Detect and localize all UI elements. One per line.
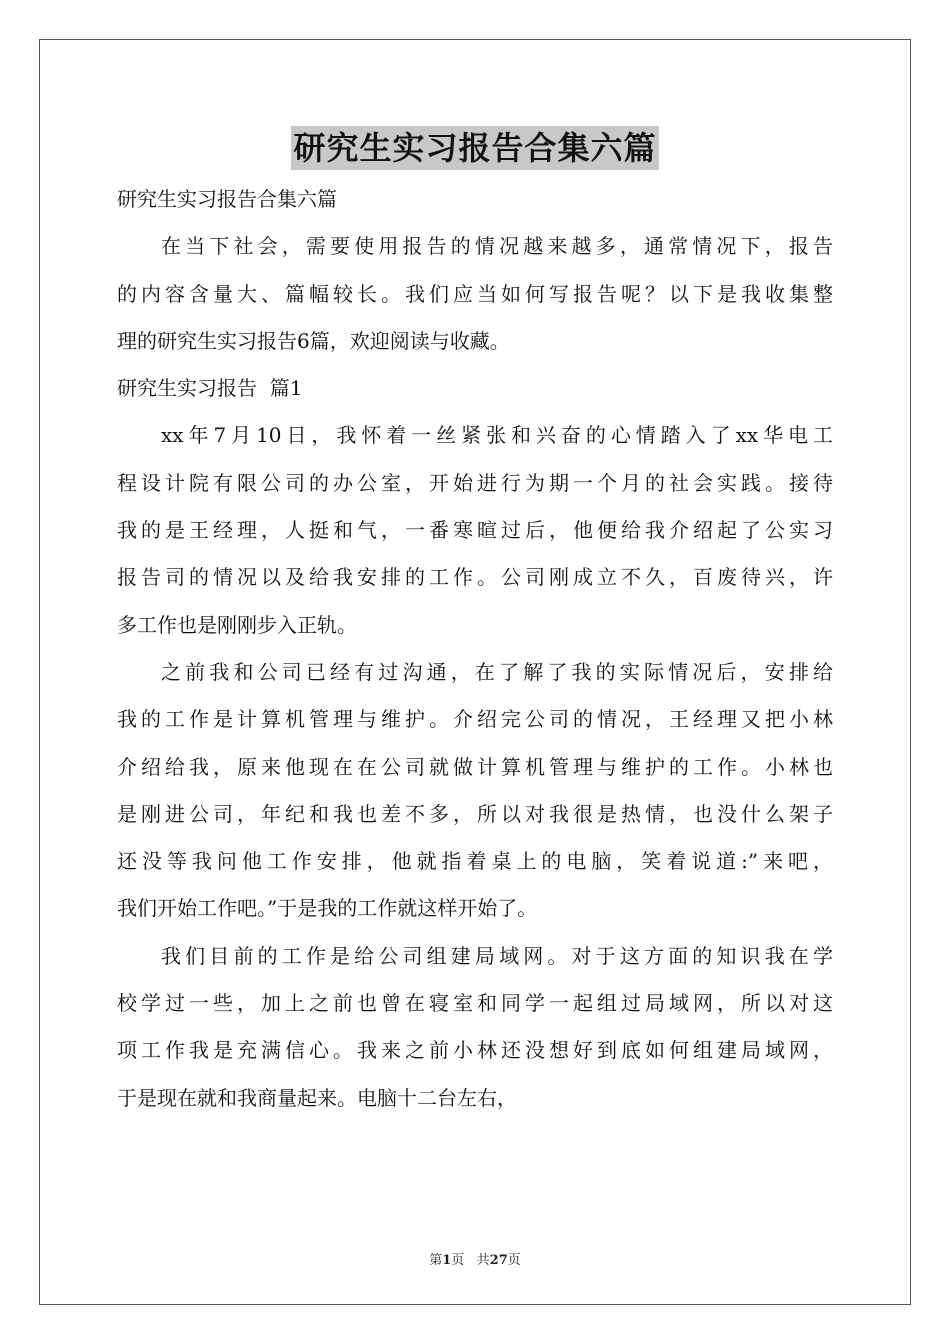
text-line: 于是现在就和我商量起来。电脑十二台左右， (117, 1085, 517, 1110)
footer-mid: 页 共 (451, 1253, 490, 1268)
paragraph-2 (117, 649, 833, 933)
total-page-count: 27 (489, 1253, 508, 1268)
page-footer (0, 1249, 950, 1268)
document-title: 研究生实习报告合集六篇 (291, 126, 658, 170)
section-heading: 研究生实习报告 篇1 (117, 376, 303, 401)
document-body (117, 176, 833, 1122)
footer-prefix: 第 (429, 1253, 443, 1268)
text-line: 我的工作是计算机管理与维护。介绍完公司的情况，王经理又把小林 (117, 707, 833, 732)
text-line: 还没等我问他工作安排，他就指着桌上的电脑，笑着说道:”来吧， (117, 849, 833, 874)
paragraph-3 (117, 933, 833, 1122)
text-line: 我的是王经理，人挺和气，一番寒暄过后，他便给我介绍起了公实习 (117, 518, 833, 543)
paragraph-1 (117, 412, 833, 648)
intro-paragraph (117, 223, 833, 365)
footer-suffix: 页 (507, 1253, 521, 1268)
text-line: 程设计院有限公司的办公室，开始进行为期一个月的社会实践。接待 (117, 470, 833, 495)
title-container (0, 126, 950, 170)
text-line: 在当下社会，需要使用报告的情况越来越多，通常情况下，报告 (161, 234, 833, 259)
text-line: 报告司的情况以及给我安排的工作。公司刚成立不久，百废待兴，许 (117, 565, 833, 590)
text-line: 是刚进公司，年纪和我也差不多，所以对我很是热情，也没什么架子 (117, 801, 833, 826)
text-line: 校学过一些，加上之前也曾在寝室和同学一起组过局域网，所以对这 (117, 991, 833, 1016)
document-subtitle: 研究生实习报告合集六篇 (117, 187, 337, 211)
text-line: 理的研究生实习报告6篇，欢迎阅读与收藏。 (117, 328, 510, 353)
text-line: 之前我和公司已经有过沟通，在了解了我的实际情况后，安排给 (161, 659, 833, 684)
text-line: 我们开始工作吧。”于是我的工作就这样开始了。 (117, 896, 538, 921)
text-line: 介绍给我，原来他现在在公司就做计算机管理与维护的工作。小林也 (117, 754, 833, 779)
text-line: 的内容含量大、篇幅较长。我们应当如何写报告呢？以下是我收集整 (117, 281, 833, 306)
text-line: 项工作我是充满信心。我来之前小林还没想好到底如何组建局域网， (117, 1038, 833, 1063)
text-line: 我们目前的工作是给公司组建局域网。对于这方面的知识我在学 (161, 943, 833, 968)
current-page-number: 1 (442, 1253, 452, 1268)
text-line: xx年7月10日，我怀着一丝紧张和兴奋的心情踏入了xx华电工 (161, 423, 833, 448)
text-line: 多工作也是刚刚步入正轨。 (117, 612, 357, 637)
